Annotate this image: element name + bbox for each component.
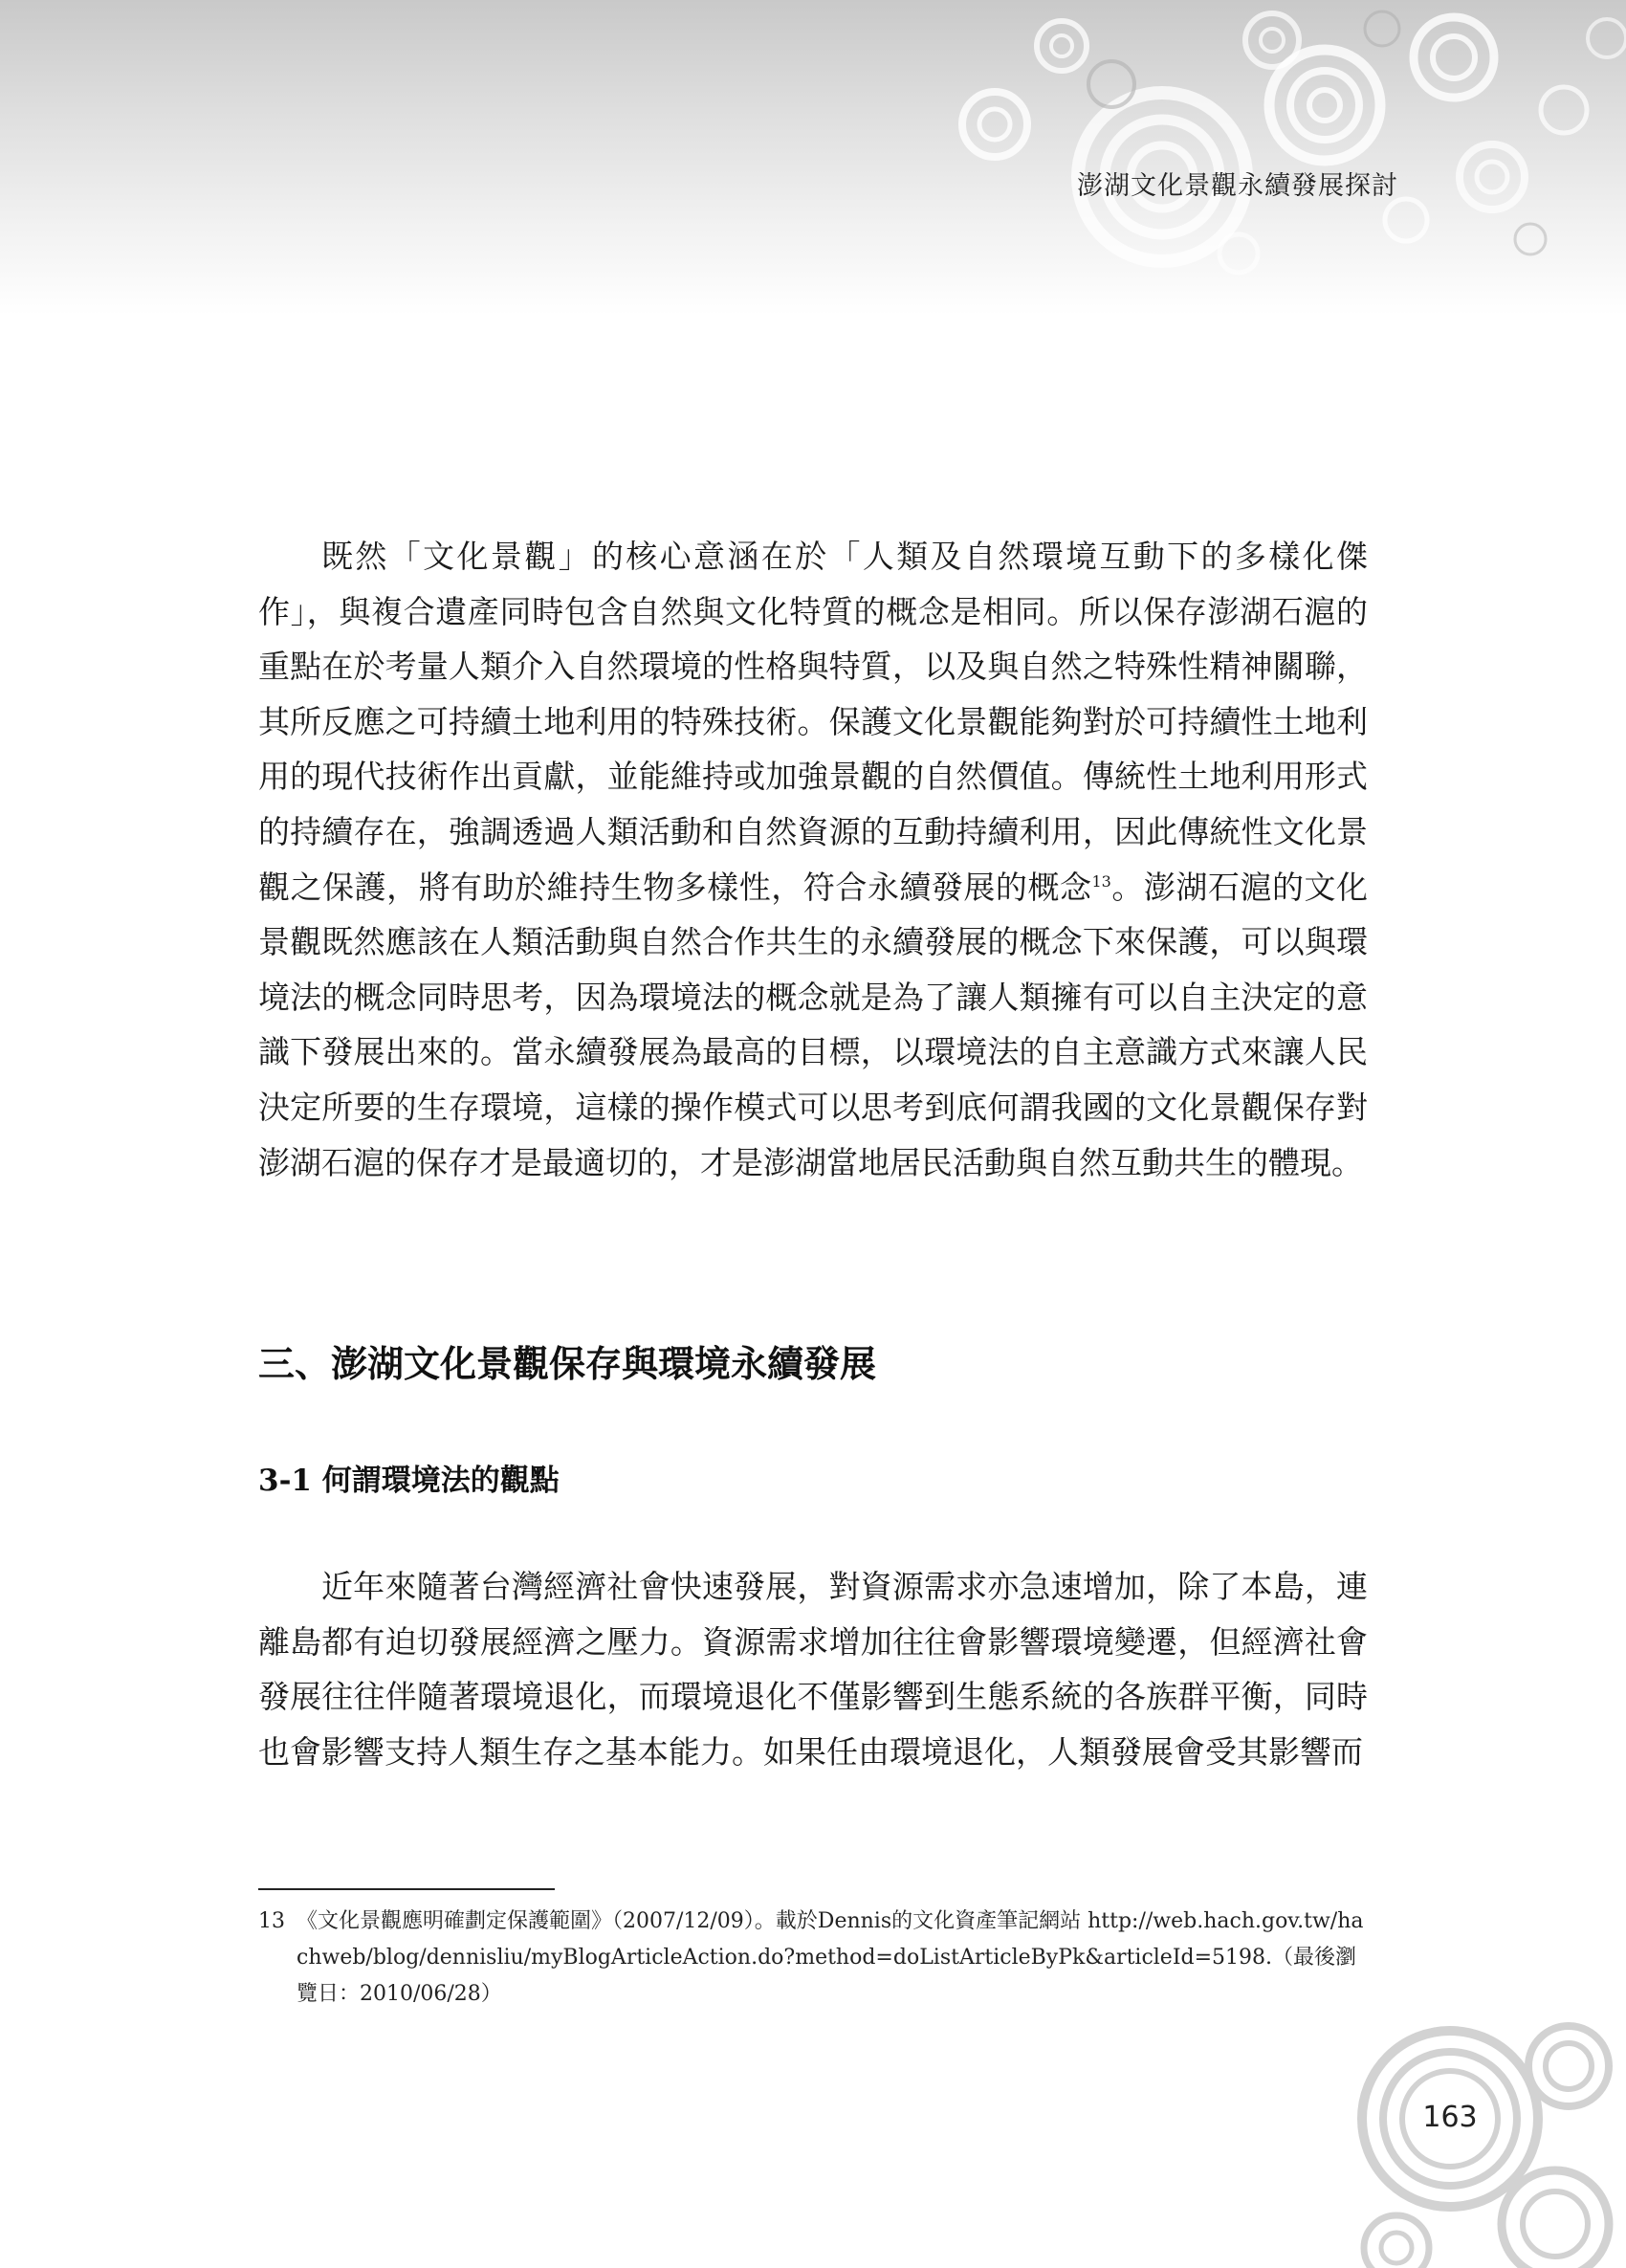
footer-circles-decoration: [1320, 2009, 1626, 2268]
subsection-heading: 3-1 何謂環境法的觀點: [258, 1464, 560, 1498]
paragraph-text-continued: 。澎湖石滬的文化景觀既然應該在人類活動與自然合作共生的永續發展的概念下來保護，可以與環境法的概念同時思考，因為環境法的概念就是為了讓人類擁有可以自主決定的意識下發展出來的。當永續發展為最高的目標，以環境法的自主意識方式來讓人民決定所要的生存環境，這樣的操作模式可以思考到底何謂我國的文化景觀保存對澎湖石滬的保存才是最適切的，才是澎湖當地居民活動與自然互動共生的體現。: [258, 868, 1369, 1181]
header-circles-decoration: [0, 0, 1626, 316]
footnote-text: 《文化景觀應明確劃定保護範圍》（2007/12/09）。載於Dennis的文化資產筆記網站 http://web.hach.gov.tw/hachweb/blog/dennisliu/myBlogArticleAction.do?method=doListArticleByPk&articleId=5198.（最後瀏覽日：2010/06/28）: [297, 1909, 1364, 2006]
footnote-number: 13: [258, 1909, 285, 1933]
body-paragraph: [258, 529, 1368, 1190]
footnote-divider: [258, 1888, 555, 1890]
running-header-title: 澎湖文化景觀永續發展探討: [1077, 171, 1398, 201]
page-number: 163: [1422, 2101, 1478, 2134]
body-paragraph: 近年來隨著台灣經濟社會快速發展，對資源需求亦急速增加，除了本島，連離島都有迫切發展經濟之壓力。資源需求增加往往會影響環境變遷，但經濟社會發展往往伴隨著環境退化，而環境退化不僅影響到生態系統的各族群平衡，同時也會影響支持人類生存之基本能力。如果任由環境退化，人類發展會受其影響而: [258, 1568, 1368, 1771]
footnote-reference: 13: [1091, 871, 1111, 891]
paragraph-text: 既然「文化景觀」的核心意涵在於「人類及自然環境互動下的多樣化傑作」，與複合遺產同時包含自然與文化特質的概念是相同。所以保存澎湖石滬的重點在於考量人類介入自然環境的性格與特質，以及與自然之特殊性精神關聯，其所反應之可持續土地利用的特殊技術。保護文化景觀能夠對於可持續性土地利用的現代技術作出貢獻，並能維持或加強景觀的自然價值。傳統性土地利用形式的持續存在，強調透過人類活動和自然資源的互動持續利用，因此傳統性文化景觀之保護，將有助於維持生物多樣性，符合永續發展的概念: [258, 538, 1368, 906]
footnote: [258, 1904, 1368, 2013]
section-heading: 三、澎湖文化景觀保存與環境永續發展: [258, 1343, 877, 1385]
